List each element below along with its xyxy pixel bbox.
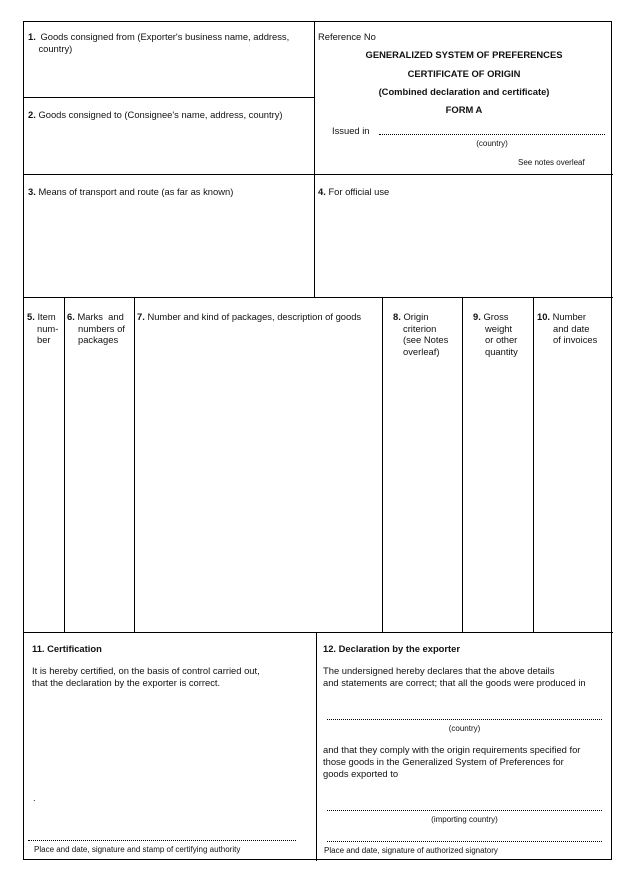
box12-importing-caption: (importing country) xyxy=(431,815,498,824)
box4-label: For official use xyxy=(328,186,390,197)
col10-invoices[interactable] xyxy=(537,311,611,346)
issued-in-label: Issued in xyxy=(332,125,370,136)
header-title-line1: GENERALIZED SYSTEM OF PREFERENCES xyxy=(365,49,563,60)
box4-official-use[interactable] xyxy=(318,186,608,198)
box1-label: Goods consigned from (Exporter's business name, address, country) xyxy=(38,31,290,54)
divider-col8-col9 xyxy=(462,297,463,632)
col8-line2: criterion xyxy=(403,322,437,334)
col9-gross-weight[interactable] xyxy=(473,311,532,357)
box1-number: 1. xyxy=(28,31,36,42)
box11-certification[interactable] xyxy=(32,643,312,655)
col6-number: 6. xyxy=(67,311,75,322)
col6-line2: numbers of xyxy=(78,322,125,334)
box12-importing-line[interactable] xyxy=(327,810,602,811)
col8-origin-criterion[interactable] xyxy=(393,311,461,357)
header-title-line2: CERTIFICATE OF ORIGIN xyxy=(407,68,521,79)
divider-col5-col6 xyxy=(64,297,65,632)
divider-col6-col7 xyxy=(134,297,135,632)
col7-description[interactable] xyxy=(137,311,381,323)
box11-signature-line[interactable] xyxy=(28,840,296,841)
col9-line3: or other xyxy=(485,334,518,345)
col7-label: Number and kind of packages, description of goods xyxy=(147,311,362,322)
header-title-line3: (Combined declaration and certificate) xyxy=(378,86,550,97)
col5-line1: Item xyxy=(37,311,56,322)
certificate-form xyxy=(23,21,612,860)
col5-line3: ber xyxy=(37,334,51,345)
col9-line4: quantity xyxy=(485,345,518,357)
col8-line3: (see Notes xyxy=(403,334,449,345)
divider-top-vertical xyxy=(314,22,315,297)
col10-line1: Number xyxy=(552,311,586,322)
box12-text-line4: those goods in the Generalized System of Preferences for xyxy=(323,756,564,767)
col10-number: 10. xyxy=(537,311,551,322)
col8-line4: overleaf) xyxy=(403,345,440,357)
col9-line1: Gross xyxy=(483,311,509,322)
box11-dot: . xyxy=(33,792,36,803)
col5-number: 5. xyxy=(27,311,35,322)
col5-line2: num- xyxy=(37,322,59,334)
divider-goods-certification xyxy=(24,632,613,633)
divider-col7-col8 xyxy=(382,297,383,632)
col9-number: 9. xyxy=(473,311,481,322)
box12-signature-line[interactable] xyxy=(327,841,602,842)
col10-line3: of invoices xyxy=(553,334,598,345)
divider-box3-goods xyxy=(24,297,613,298)
box12-title: 12. Declaration by the exporter xyxy=(323,643,461,654)
col9-line2: weight xyxy=(485,322,513,334)
divider-box11-box12 xyxy=(316,632,317,861)
issued-in-dotted-line[interactable] xyxy=(379,134,605,135)
box12-text-line2: and statements are correct; that all the goods were produced in xyxy=(323,677,586,688)
box12-text-line3: and that they comply with the origin requirements specified for xyxy=(323,744,581,755)
box4-number: 4. xyxy=(318,186,326,197)
box11-signature-caption: Place and date, signature and stamp of certifying authority xyxy=(34,845,241,854)
box3-transport[interactable] xyxy=(28,186,310,198)
divider-box2-box3 xyxy=(24,174,613,175)
box12-country-line[interactable] xyxy=(327,719,602,720)
box2-label: Goods consigned to (Consignee's name, address, country) xyxy=(38,109,283,120)
box12-declaration[interactable] xyxy=(323,643,608,655)
col5-item-number[interactable] xyxy=(27,311,63,346)
box2-number: 2. xyxy=(28,109,36,120)
box12-text-line5: goods exported to xyxy=(323,768,399,779)
col6-line1: Marks and xyxy=(77,311,124,322)
box11-text-line1: It is hereby certified, on the basis of control carried out, xyxy=(32,665,260,676)
box11-text-line2: that the declaration by the exporter is correct. xyxy=(32,677,221,688)
box12-country-caption: (country) xyxy=(448,724,481,733)
header-title-line4: FORM A xyxy=(445,104,483,115)
issued-in-country-caption: (country) xyxy=(476,139,508,148)
box11-title: 11. Certification xyxy=(32,643,102,654)
see-notes-overleaf: See notes overleaf xyxy=(518,158,585,167)
reference-no-label: Reference No xyxy=(318,31,376,42)
box1-exporter[interactable] xyxy=(28,31,310,54)
box3-number: 3. xyxy=(28,186,36,197)
col8-number: 8. xyxy=(393,311,401,322)
col6-line3: packages xyxy=(78,334,119,345)
col7-number: 7. xyxy=(137,311,145,322)
box3-label: Means of transport and route (as far as known) xyxy=(38,186,234,197)
col8-line1: Origin xyxy=(403,311,429,322)
box12-text-line1: The undersigned hereby declares that the above details xyxy=(323,665,555,676)
box2-consignee[interactable] xyxy=(28,109,310,121)
divider-box1-box2 xyxy=(24,97,314,98)
col10-line2: and date xyxy=(553,322,590,334)
box12-signature-caption: Place and date, signature of authorized signatory xyxy=(324,846,498,855)
col6-marks[interactable] xyxy=(67,311,133,346)
divider-col9-col10 xyxy=(533,297,534,632)
